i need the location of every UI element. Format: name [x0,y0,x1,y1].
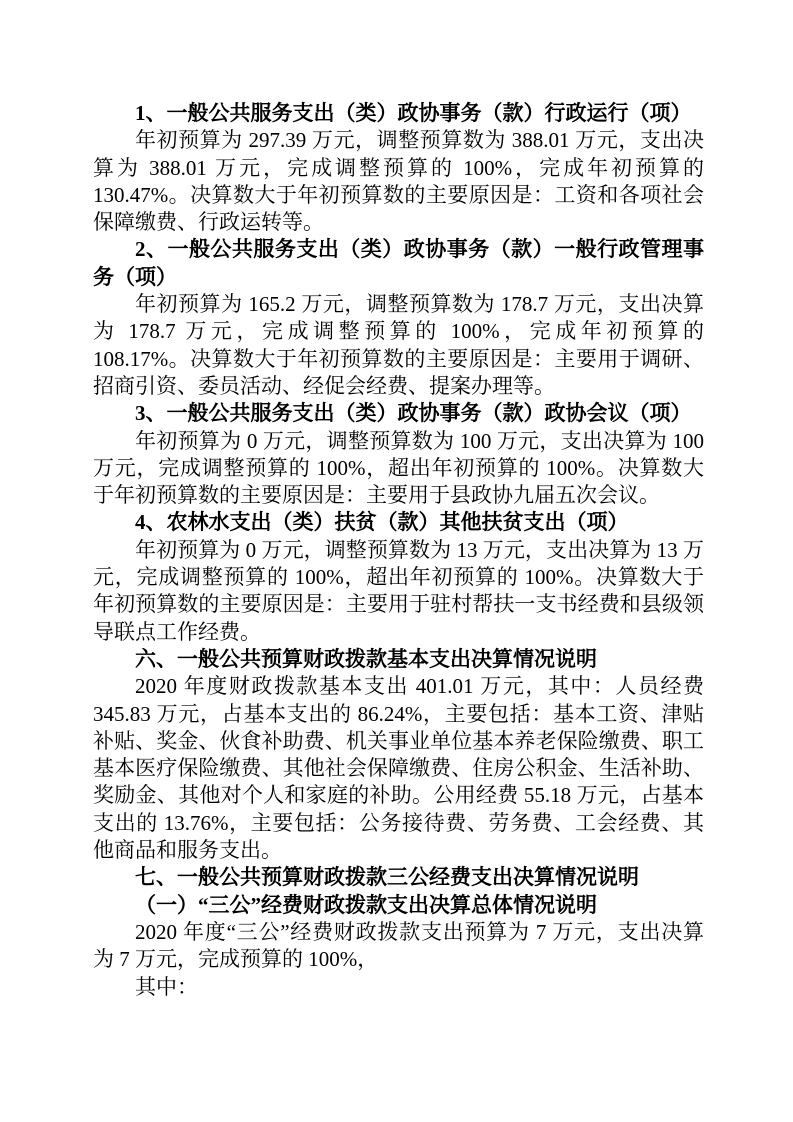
paragraph-three-public-funds-detail: 2020 年度“三公”经费财政拨款支出预算为 7 万元，支出决算为 7 万元，完成预算的 100%， [93,919,704,972]
heading-section-6-basic-expenditure: 六、一般公共预算财政拨款基本支出决算情况说明 [135,646,597,671]
heading-section-7-1-overall-situation: （一）“三公”经费财政拨款支出决算总体情况说明 [135,892,597,917]
heading-budget-item-3: 3、一般公共服务支出（类）政协事务（款）政协会议（项） [135,401,692,426]
heading-section-7-three-public-funds: 七、一般公共预算财政拨款三公经费支出决算情况说明 [135,865,639,890]
paragraph-budget-item-3: 年初预算为 0 万元，调整预算数为 100 万元，支出决算为 100 万元，完成调整预算的 100%，超出年初预算的 100%。决算数大于年初预算数的主要原因是：主要用于县政协九届五次会议。 [93,428,704,508]
paragraph-budget-item-2: 年初预算为 165.2 万元，调整预算数为 178.7 万元，支出决算为 178.7 万元，完成调整预算的 100%，完成年初预算的 108.17%。决算数大于年初预算数的主要原因是：主要用于调研、招商引资、委员活动、经促会经费、提案办理等。 [93,292,704,398]
document-content [93,100,704,1001]
heading-budget-item-2: 2、一般公共服务支出（类）政协事务（款）一般行政管理事务（项） [93,237,704,289]
paragraph-basic-expenditure-detail: 2020 年度财政拨款基本支出 401.01 万元，其中：人员经费 345.83 万元，占基本支出的 86.24%，主要包括：基本工资、津贴补贴、奖金、伙食补助费、机关事业单位基本养老保险缴费、职工基本医疗保险缴费、其他社会保障缴费、住房公积金、生活补助、奖励金、其他对个人和家庭的补助。公用经费 55.18 万元，占基本支出的 13.76%，主要包括：公务接待费、劳务费、工会经费、其他商品和服务支出。 [93,674,704,863]
paragraph-budget-item-4: 年初预算为 0 万元，调整预算数为 13 万元，支出决算为 13 万元，完成调整预算的 100%，超出年初预算的 100%。决算数大于年初预算数的主要原因是：主要用于驻村帮扶一支书经费和县级领导联点工作经费。 [93,537,704,644]
paragraph-budget-item-1: 年初预算为 297.39 万元，调整预算数为 388.01 万元，支出决算为 388.01 万元，完成调整预算的 100%，完成年初预算的 130.47%。决算数大于年初预算数的主要原因是：工资和各项社会保障缴费、行政运转等。 [93,128,704,235]
heading-budget-item-4: 4、农林水支出（类）扶贫（款）其他扶贫支出（项） [135,510,629,535]
paragraph-among-which: 其中： [135,974,198,999]
heading-budget-item-1: 1、一般公共服务支出（类）政协事务（款）行政运行（项） [135,101,692,125]
